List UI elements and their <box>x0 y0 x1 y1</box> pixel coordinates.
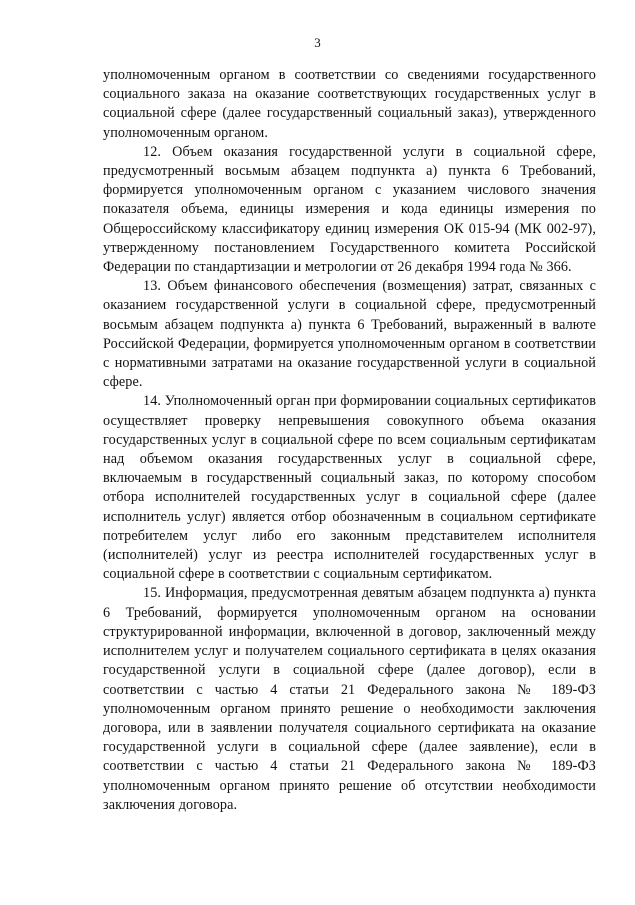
document-body <box>103 66 596 815</box>
paragraph-12: 12. Объем оказания государственной услуги в социальной сфере, предусмотренный восьмым абзацем подпункта а) пункта 6 Требований, формируется уполномоченным органом с указанием числового значения показателя объема, единицы измерения и кода единицы измерения по Общероссийскому классификатору единиц измерения ОК 015-94 (МК 002-97), утвержденному постановлением Государственного комитета Российской Федерации по стандартизации и метрологии от 26 декабря 1994 года № 366. <box>103 143 596 276</box>
paragraph-14: 14. Уполномоченный орган при формировании социальных сертификатов осуществляет проверку непревышения совокупного объема оказания государственных услуг в социальной сфере по всем социальным сертификатам над объемом оказания государственных услуг в социальной сфере, включаемым в государственный социальный заказ, по которому способом отбора исполнителей государственных услуг в социальной сфере (далее исполнитель услуг) является отбор обозначенным в социальном сертификате потребителем услуг либо его законным представителем исполнителя (исполнителей) услуг из реестра исполнителей государственных услуг в социальной сфере в соответствии с социальным сертификатом. <box>103 393 596 583</box>
paragraph-15: 15. Информация, предусмотренная девятым абзацем подпункта а) пункта 6 Требований, формируется уполномоченным органом на основании структурированной информации, включенной в договор, заключенный между исполнителем услуг и получателем социального сертификата в целях оказания государственной услуги в социальной сфере (далее договор), если в соответствии с частью 4 статьи 21 Федерального закона № 189-ФЗ уполномоченным органом принято решение о необходимости заключения договора, или в заявлении получателя социального сертификата на оказание государственной услуги в социальной сфере (далее заявление), если в соответствии с частью 4 статьи 21 Федерального закона № 189-ФЗ уполномоченным органом принято решение об отсутствии необходимости заключения договора. <box>103 585 596 813</box>
paragraph-13: 13. Объем финансового обеспечения (возмещения) затрат, связанных с оказанием государственной услуги в социальной сфере, предусмотренный восьмым абзацем подпункта а) пункта 6 Требований, выраженный в валюте Российской Федерации, формируется уполномоченным органом в соответствии с нормативными затратами на оказание государственной услуги в социальной сфере. <box>103 278 596 391</box>
paragraph-continuation: уполномоченным органом в соответствии со сведениями государственного социального заказа на оказание соответствующих государственных услуг в социальной сфере (далее государственный социальный заказ), утвержденного уполномоченным органом. <box>103 67 596 141</box>
page-number: 3 <box>314 35 321 50</box>
